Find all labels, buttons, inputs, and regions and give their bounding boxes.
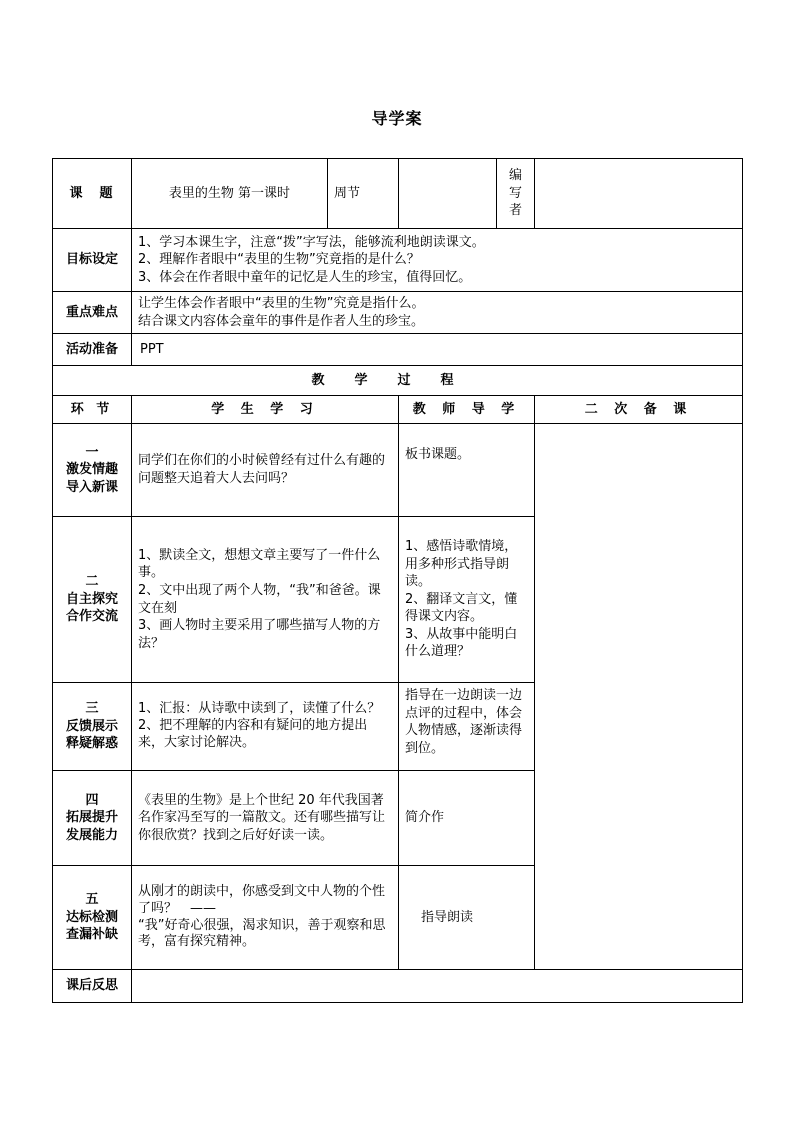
col-head-student: 学 生 学 习 (132, 396, 399, 424)
reflection-label: 课后反思 (53, 970, 132, 1003)
key-point-line-1: 让学生体会作者眼中“表里的生物”究竟是指什么。 (138, 295, 425, 311)
stage-3-student-line-1: 1、汇报：从诗歌中读到了，读懂了什么？ (138, 701, 381, 717)
column-header-row (53, 396, 743, 424)
stage-4-teacher: 简介作 (399, 771, 535, 866)
stage-5-student-line-2: “我”好奇心很强，渴求知识，善于观察和思考，富有探究精神。 (138, 917, 386, 950)
prep-label: 活动准备 (53, 334, 132, 366)
stage-2-teacher-line-2: 2、翻译文言文，懂得课文内容。 (405, 591, 518, 625)
author-label (497, 159, 535, 229)
prep-row (53, 334, 743, 366)
key-points-label: 重点难点 (53, 292, 132, 334)
stage-2-student-line-1: 1、默读全文，想想文章主要写了一件什么事。 (138, 547, 381, 581)
stage-2-teacher-line-3: 3、从故事中能明白什么道理？ (405, 626, 518, 660)
stage-2-student (132, 517, 399, 683)
stage-label-5 (53, 866, 132, 970)
period-value (399, 159, 497, 229)
stage-name-3a: 反馈展示 (65, 718, 118, 734)
stage-1-student: 同学们在你们的小时候曾经有过什么有趣的问题整天追着大人去问吗？ (132, 424, 399, 517)
key-points-row (53, 292, 743, 334)
goals-row (53, 229, 743, 292)
author-label-char-1: 编 (508, 168, 522, 184)
stage-label-4 (53, 771, 132, 866)
stage-num-5: 五 (85, 892, 99, 908)
stage-name-1a: 激发情趣 (65, 462, 118, 478)
col-head-second: 二 次 备 课 (535, 396, 743, 424)
stage-3-student (132, 683, 399, 771)
stage-2-teacher (399, 517, 535, 683)
topic-label: 课 题 (53, 159, 132, 229)
stage-num-3: 三 (85, 701, 99, 717)
process-title-row (53, 366, 743, 396)
reflection-value (132, 970, 743, 1003)
stage-name-2a: 自主探究 (65, 591, 118, 607)
stage-5-student (132, 866, 399, 970)
stage-5-teacher: 指导朗读 (399, 866, 535, 970)
stage-2-teacher-line-1: 1、感悟诗歌情境，用多种形式指导朗读。 (405, 539, 518, 590)
period-label: 周节 (328, 159, 399, 229)
author-value (535, 159, 743, 229)
stage-name-1b: 导入新课 (65, 479, 118, 495)
stage-name-3b: 释疑解惑 (65, 736, 118, 752)
prep-value: PPT (132, 334, 743, 366)
goal-line-3: 3、体会在作者眼中童年的记忆是人生的珍宝，值得回忆。 (138, 269, 472, 285)
stage-label-1 (53, 424, 132, 517)
author-label-char-2: 写 (508, 185, 522, 201)
key-point-line-2: 结合课文内容体会童年的事件是作者人生的珍宝。 (138, 313, 425, 329)
stage-row-1 (53, 424, 743, 517)
stage-label-3 (53, 683, 132, 771)
stage-2-student-line-2: 2、文中出现了两个人物，“我”和爸爸。课文在刻 (138, 582, 381, 616)
topic-value: 表里的生物 第一课时 (132, 159, 328, 229)
lesson-plan-table (52, 158, 743, 1003)
topic-row (53, 159, 743, 229)
stage-3-student-line-2: 2、把不理解的内容和有疑问的地方提出来，大家讨论解决。 (138, 718, 368, 750)
goal-line-1: 1、学习本课生字，注意“拨”字写法，能够流利地朗读课文。 (138, 234, 485, 250)
stage-name-5a: 达标检测 (65, 909, 118, 925)
col-head-teacher: 教 师 导 学 (399, 396, 535, 424)
stage-name-5b: 查漏补缺 (65, 927, 118, 943)
col-head-stage: 环 节 (53, 396, 132, 424)
page-title: 导学案 (371, 109, 423, 128)
goal-line-2: 2、理解作者眼中“表里的生物”究竟指的是什么？ (138, 252, 420, 268)
goals-label: 目标设定 (53, 229, 132, 292)
stage-name-4a: 拓展提升 (65, 810, 118, 826)
stage-2-student-line-3: 3、画人物时主要采用了哪些描写人物的方法？ (138, 618, 381, 651)
stage-num-2: 二 (85, 574, 99, 590)
reflection-row (53, 970, 743, 1003)
stage-5-student-line-1: 从刚才的朗读中，你感受到文中人物的个性了吗？ —— (138, 883, 386, 916)
key-points-content (132, 292, 743, 334)
second-prep-cell (535, 424, 743, 970)
stage-name-2b: 合作交流 (65, 609, 118, 625)
stage-4-student: 《表里的生物》是上个世纪 20 年代我国著名作家冯至写的一篇散文。还有哪些描写让你很欣赏？找到之后好好读一读。 (132, 771, 399, 866)
stage-num-1: 一 (85, 444, 99, 460)
process-title: 教学过程 (53, 366, 743, 396)
author-label-char-3: 者 (508, 203, 522, 219)
stage-num-4: 四 (85, 792, 99, 808)
goals-content (132, 229, 743, 292)
stage-3-teacher: 指导在一边朗读一边点评的过程中，体会人物情感，逐渐读得到位。 (399, 683, 535, 771)
stage-1-teacher: 板书课题。 (399, 424, 535, 517)
stage-name-4b: 发展能力 (65, 827, 118, 843)
stage-label-2 (53, 517, 132, 683)
